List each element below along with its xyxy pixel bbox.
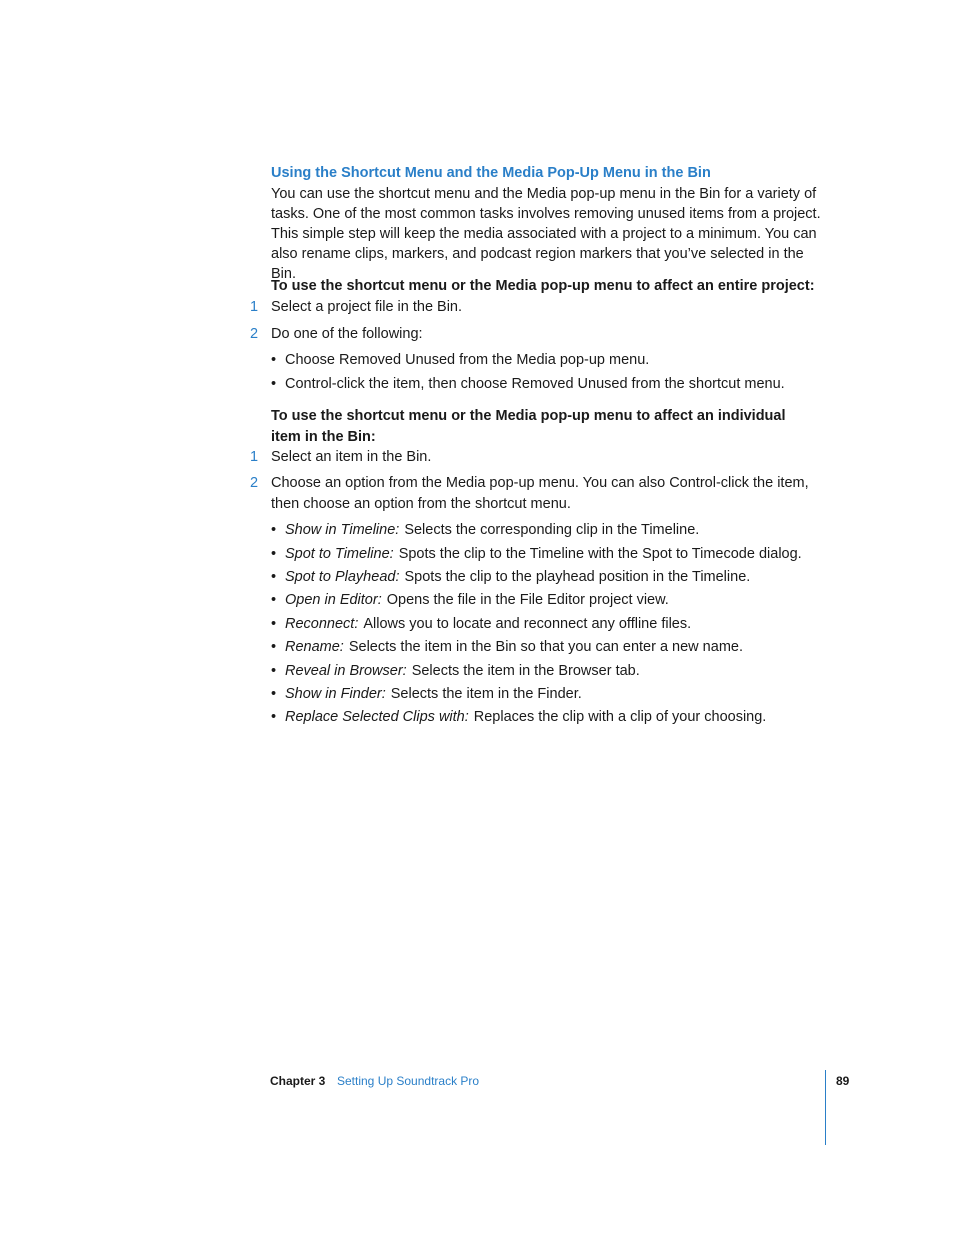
intro-line: You can use the shortcut menu and the Media pop-up menu in the Bin for a variety of [271,186,817,202]
option-desc: Allows you to locate and reconnect any offline files. [363,616,692,632]
bullet-dot: • [271,522,277,538]
step-text: Do one of the following: [271,326,423,342]
step-number: 1 [250,449,259,465]
option-desc: Opens the file in the File Editor project view. [386,592,669,608]
option-term: Reveal in Browser: [285,663,407,679]
option-term: Show in Finder: [285,686,386,702]
step-text-line: then choose an option from the shortcut menu. [271,496,571,512]
bullet-text: Control-click the item, then choose Removed Unused from the shortcut menu. [285,376,785,392]
option-desc: Selects the item in the Finder. [390,686,582,702]
step-text [271,473,816,515]
bullet-dot: • [271,663,277,679]
option-term: Open in Editor: [285,592,382,608]
footer-divider [825,1070,826,1145]
bullet-dot: • [271,686,277,702]
bullet-dot: • [271,709,277,725]
bullet-dot: • [271,639,277,655]
option-desc: Selects the item in the Bin so that you can enter a new name. [348,639,743,655]
option-desc: Spots the clip to the playhead position in the Timeline. [404,569,751,585]
step-text: Select a project file in the Bin. [271,299,463,315]
footer-chapter-title: Setting Up Soundtrack Pro [337,1074,480,1088]
option-term: Spot to Playhead: [285,569,400,585]
option-term: Show in Timeline: [285,522,400,538]
bullet-dot: • [271,376,277,392]
step-text-line: Choose an option from the Media pop-up menu. You can also Control-click the item, [271,475,809,491]
intro-line: This simple step will keep the media associated with a project to a minimum. You can [271,226,817,242]
step-number: 1 [250,299,259,315]
option-desc: Spots the clip to the Timeline with the Spot to Timecode dialog. [398,546,802,562]
intro-line: tasks. One of the most common tasks involves removing unused items from a project. [271,206,821,222]
step-number: 2 [250,475,259,491]
task2-heading-line: item in the Bin: [271,429,376,445]
option-desc: Replaces the clip with a clip of your choosing. [473,709,767,725]
option-desc: Selects the corresponding clip in the Timeline. [404,522,700,538]
intro-paragraph [271,184,831,284]
option-term: Replace Selected Clips with: [285,709,469,725]
bullet-dot: • [271,616,277,632]
page-number: 89 [836,1074,850,1088]
step-number: 2 [250,326,259,342]
bullet-dot: • [271,592,277,608]
footer-chapter: Chapter 3 [270,1074,326,1088]
bullet-dot: • [271,546,277,562]
option-term: Rename: [285,639,344,655]
intro-line: also rename clips, markers, and podcast region markers that you’ve selected in the Bin. [271,246,804,282]
bullet-text: Choose Removed Unused from the Media pop-up menu. [285,352,650,368]
bullet-dot: • [271,352,277,368]
option-term: Reconnect: [285,616,359,632]
section-heading: Using the Shortcut Menu and the Media Pop-Up Menu in the Bin [271,165,711,181]
bullet-dot: • [271,569,277,585]
task2-heading-line: To use the shortcut menu or the Media pop-up menu to affect an individual [271,408,786,424]
step-text: Select an item in the Bin. [271,449,432,465]
option-desc: Selects the item in the Browser tab. [411,663,640,679]
task1-heading: To use the shortcut menu or the Media pop-up menu to affect an entire project: [271,278,815,294]
task2-heading [271,406,831,448]
option-term: Spot to Timeline: [285,546,394,562]
